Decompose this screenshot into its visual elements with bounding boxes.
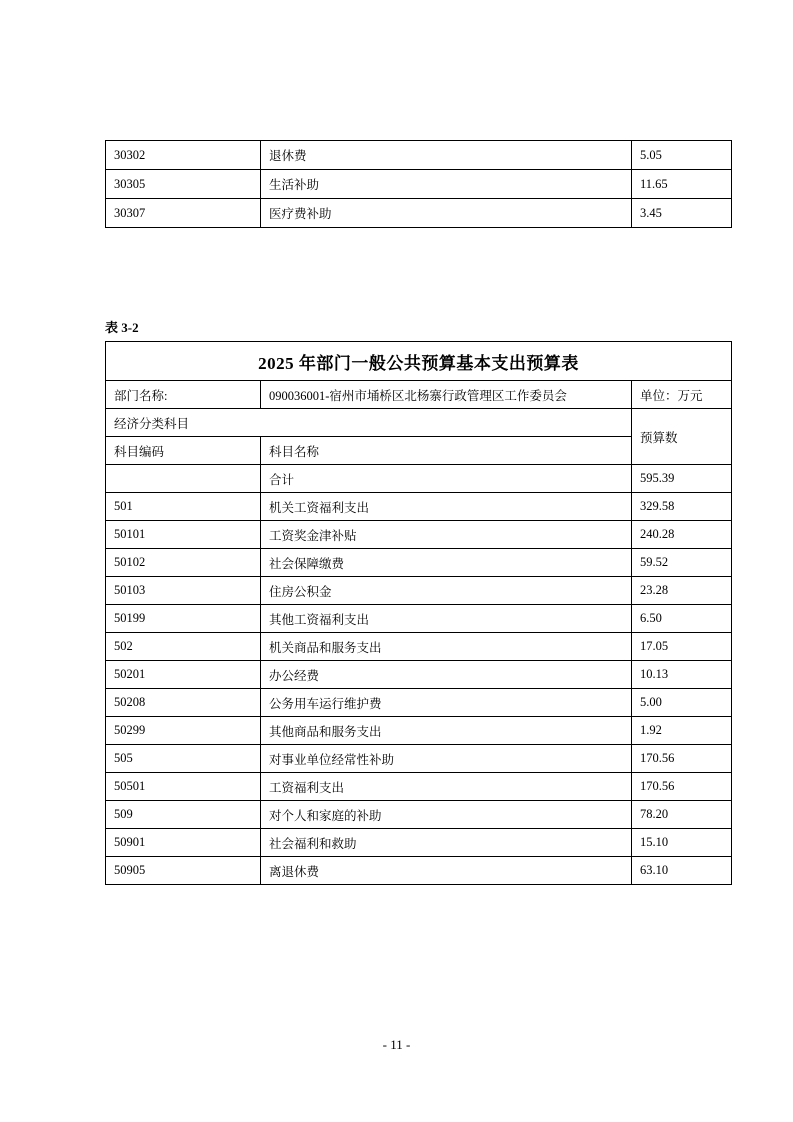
subject-code-cell: 50905 (106, 857, 261, 885)
table-title: 2025 年部门一般公共预算基本支出预算表 (106, 342, 732, 381)
subject-name-cell: 机关工资福利支出 (261, 493, 632, 521)
department-row (106, 381, 732, 409)
subject-code-cell: 50208 (106, 689, 261, 717)
table-row (106, 577, 732, 605)
name-column-header: 科目名称 (261, 437, 632, 465)
subject-name-cell: 医疗费补助 (261, 199, 632, 228)
subject-name-cell: 其他工资福利支出 (261, 605, 632, 633)
subject-name-cell: 对事业单位经常性补助 (261, 745, 632, 773)
unit-label: 单位：万元 (632, 381, 732, 409)
budget-value-cell: 10.13 (632, 661, 732, 689)
budget-table (105, 341, 732, 885)
subject-code-cell: 505 (106, 745, 261, 773)
code-column-header: 科目编码 (106, 437, 261, 465)
subject-name-cell: 其他商品和服务支出 (261, 717, 632, 745)
table-row (106, 661, 732, 689)
budget-value-cell: 5.05 (632, 141, 732, 170)
subject-name-cell: 对个人和家庭的补助 (261, 801, 632, 829)
economic-class-header: 经济分类科目 (106, 409, 632, 437)
subject-name-cell: 社会福利和救助 (261, 829, 632, 857)
subject-name-cell: 社会保障缴费 (261, 549, 632, 577)
budget-value-cell: 6.50 (632, 605, 732, 633)
table-row (106, 829, 732, 857)
page-number: - 11 - (382, 1037, 411, 1052)
table-row (106, 493, 732, 521)
previous-page-table (105, 140, 732, 228)
title-row (106, 342, 732, 381)
subject-name-cell: 退休费 (261, 141, 632, 170)
subject-code-cell: 50102 (106, 549, 261, 577)
subject-code-cell: 50199 (106, 605, 261, 633)
subject-name-cell: 工资福利支出 (261, 773, 632, 801)
subject-name-cell: 公务用车运行维护费 (261, 689, 632, 717)
subject-code-cell: 50101 (106, 521, 261, 549)
budget-value-cell: 3.45 (632, 199, 732, 228)
table-row (106, 801, 732, 829)
subject-name-cell: 离退休费 (261, 857, 632, 885)
table-row (106, 773, 732, 801)
budget-value-cell: 11.65 (632, 170, 732, 199)
subject-name-cell: 合计 (261, 465, 632, 493)
subject-code-cell: 30302 (106, 141, 261, 170)
budget-value-cell: 5.00 (632, 689, 732, 717)
subject-name-cell: 机关商品和服务支出 (261, 633, 632, 661)
group-header-row (106, 409, 732, 437)
subject-code-cell: 30307 (106, 199, 261, 228)
budget-value-cell: 595.39 (632, 465, 732, 493)
table-row (106, 857, 732, 885)
budget-value-cell: 170.56 (632, 745, 732, 773)
table-row (106, 549, 732, 577)
budget-value-cell: 329.58 (632, 493, 732, 521)
subject-name-cell: 生活补助 (261, 170, 632, 199)
table-row (106, 141, 732, 170)
budget-value-cell: 170.56 (632, 773, 732, 801)
budget-value-cell: 59.52 (632, 549, 732, 577)
budget-amount-header: 预算数 (632, 409, 732, 465)
table-label: 表 3-2 (105, 320, 139, 335)
budget-value-cell: 63.10 (632, 857, 732, 885)
table-row (106, 689, 732, 717)
budget-table-header (106, 342, 732, 465)
subject-code-cell: 50299 (106, 717, 261, 745)
subject-code-cell: 509 (106, 801, 261, 829)
table-row (106, 633, 732, 661)
table-row (106, 465, 732, 493)
table-row (106, 717, 732, 745)
table-row (106, 170, 732, 199)
budget-value-cell: 240.28 (632, 521, 732, 549)
subject-name-cell: 工资奖金津补贴 (261, 521, 632, 549)
budget-value-cell: 23.28 (632, 577, 732, 605)
subject-code-cell: 502 (106, 633, 261, 661)
subject-name-cell: 办公经费 (261, 661, 632, 689)
budget-value-cell: 15.10 (632, 829, 732, 857)
department-name-value: 090036001-宿州市埇桥区北杨寨行政管理区工作委员会 (261, 381, 632, 409)
subject-code-cell: 50501 (106, 773, 261, 801)
table-row (106, 199, 732, 228)
subject-code-cell: 50103 (106, 577, 261, 605)
subject-code-cell: 30305 (106, 170, 261, 199)
subject-name-cell: 住房公积金 (261, 577, 632, 605)
table-row (106, 605, 732, 633)
budget-value-cell: 78.20 (632, 801, 732, 829)
subject-code-cell: 50201 (106, 661, 261, 689)
budget-value-cell: 17.05 (632, 633, 732, 661)
table-row (106, 521, 732, 549)
budget-value-cell: 1.92 (632, 717, 732, 745)
department-name-label: 部门名称: (106, 381, 261, 409)
subject-code-cell: 501 (106, 493, 261, 521)
previous-table-body (106, 141, 732, 228)
budget-table-body (106, 465, 732, 885)
table-row (106, 745, 732, 773)
subject-code-cell: 50901 (106, 829, 261, 857)
subject-code-cell (106, 465, 261, 493)
